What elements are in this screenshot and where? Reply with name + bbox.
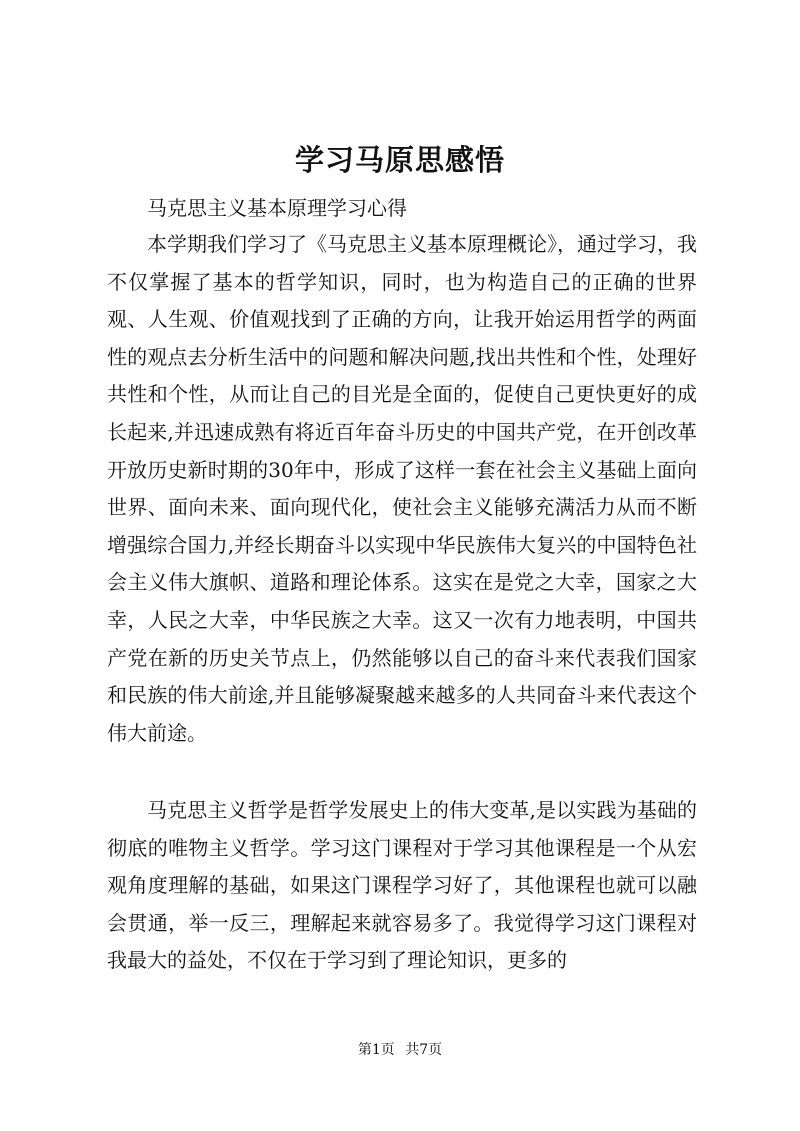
page-number: 第1页	[357, 1042, 395, 1058]
page-footer	[0, 1040, 800, 1060]
subtitle: 马克思主义基本原理学习心得	[147, 196, 407, 220]
paragraph-2: 马克思主义哲学是哲学发展史上的伟大变革,是以实践为基础的彻底的唯物主义哲学。学习这门课程对于学习其他课程是一个从宏观角度理解的基础，如果这门课程学习好了，其他课程也就可以融会贯通，举一反三，理解起来就容易多了。我觉得学习这门课程对我最大的益处，不仅在于学习到了理论知识，更多的	[107, 798, 697, 973]
paragraph-1: 本学期我们学习了《马克思主义基本原理概论》，通过学习，我不仅掌握了基本的哲学知识，同时，也为构造自己的正确的世界观、人生观、价值观找到了正确的方向，让我开始运用哲学的两面性的观点去分析生活中的问题和解决问题,找出共性和个性，处理好共性和个性，从而让自己的目光是全面的，促使自己更快更好的成长起来,并迅速成熟有将近百年奋斗历史的中国共产党，在开创改革开放历史新时期的30年中，形成了这样一套在社会主义基础上面向世界、面向未来、面向现代化，使社会主义能够充满活力从而不断增强综合国力,并经长期奋斗以实现中华民族伟大复兴的中国特色社会主义伟大旗帜、道路和理论体系。这实在是党之大幸，国家之大幸，人民之大幸，中华民族之大幸。这又一次有力地表明，中国共产党在新的历史关节点上，仍然能够以自己的奋斗来代表我们国家和民族的伟大前途,并且能够凝聚越来越多的人共同奋斗来代表这个伟大前途。	[107, 232, 697, 745]
page-total: 共7页	[405, 1042, 443, 1058]
page-title: 学习马原思感悟	[294, 143, 505, 177]
